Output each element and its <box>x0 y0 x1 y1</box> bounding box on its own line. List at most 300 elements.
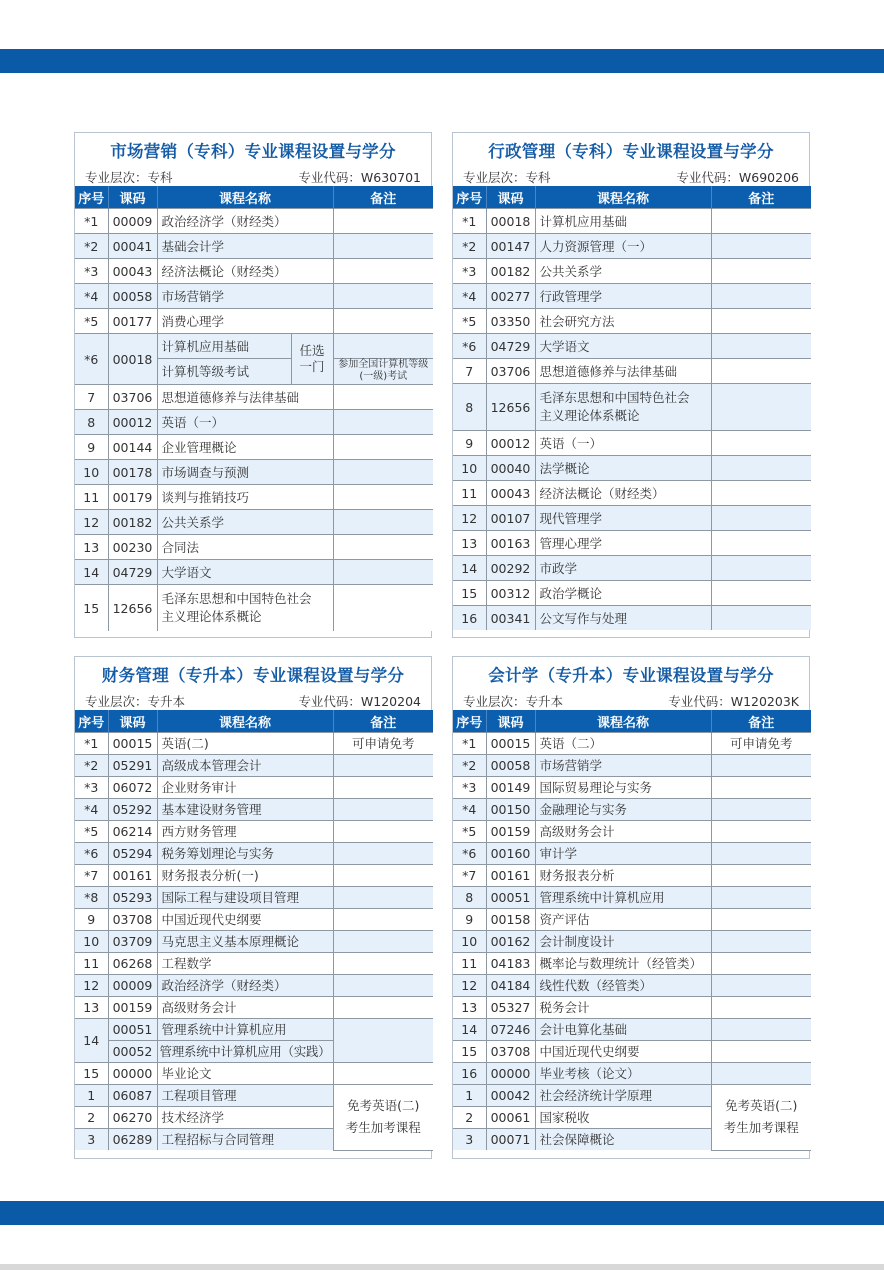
name-cell: 金融理论与实务 <box>535 799 711 821</box>
table-row <box>75 259 433 284</box>
name-cell: 大学语文 <box>157 560 333 585</box>
note-cell <box>711 359 811 384</box>
seq-cell: *7 <box>453 865 486 887</box>
name-cell: 合同法 <box>157 535 333 560</box>
header-seq: 序号 <box>453 186 486 209</box>
seq-cell: 1 <box>75 1085 108 1107</box>
seq-cell: 13 <box>75 997 108 1019</box>
name-cell: 现代管理学 <box>535 506 711 531</box>
seq-cell: 16 <box>453 606 486 631</box>
seq-cell: 14 <box>453 556 486 581</box>
code-cell: 00051 <box>486 887 535 909</box>
code-cell: 00182 <box>486 259 535 284</box>
seq-cell: 11 <box>453 481 486 506</box>
table-row <box>75 560 433 585</box>
seq-cell: *5 <box>453 821 486 843</box>
table-row <box>75 435 433 460</box>
note-cell <box>711 953 811 975</box>
name-cell: 公共关系学 <box>535 259 711 284</box>
seq-cell: *2 <box>75 234 108 259</box>
table-row <box>453 481 811 506</box>
name-cell: 中国近现代史纲要 <box>157 909 333 931</box>
name-cell: 管理系统中计算机应用 <box>157 1019 333 1041</box>
seq-cell: 3 <box>75 1129 108 1151</box>
table-row <box>453 953 811 975</box>
table-row <box>453 359 811 384</box>
table-row <box>453 909 811 931</box>
header-name: 课程名称 <box>535 710 711 733</box>
name-cell: 税务会计 <box>535 997 711 1019</box>
code-cell: 00158 <box>486 909 535 931</box>
note-cell <box>333 953 433 975</box>
name-cell: 概率论与数理统计（经管类） <box>535 953 711 975</box>
name-cell: 基本建设财务管理 <box>157 799 333 821</box>
name-cell: 公文写作与处理 <box>535 606 711 631</box>
name-cell <box>535 384 711 431</box>
note-cell <box>711 975 811 997</box>
name-cell: 消费心理学 <box>157 309 333 334</box>
code-cell: 00042 <box>486 1085 535 1107</box>
table-row <box>75 777 433 799</box>
code-cell: 00179 <box>108 485 157 510</box>
note-cell <box>711 887 811 909</box>
table-row <box>453 931 811 953</box>
seq-cell: *1 <box>453 209 486 234</box>
major-code: 专业代码：W120204 <box>298 694 421 709</box>
table-row <box>75 953 433 975</box>
panel-title: 市场营销（专科）专业课程设置与学分 <box>110 142 396 161</box>
table-row <box>453 259 811 284</box>
code-cell: 00015 <box>108 733 157 755</box>
major-level: 专业层次：专科 <box>463 170 551 185</box>
note-cell <box>711 931 811 953</box>
seq-cell: 11 <box>453 953 486 975</box>
note-cell <box>711 284 811 309</box>
seq-cell: 13 <box>75 535 108 560</box>
code-cell: 00277 <box>486 284 535 309</box>
seq-cell: 12 <box>75 975 108 997</box>
code-cell: 00012 <box>108 410 157 435</box>
page-edge <box>0 1264 884 1270</box>
name-cell: 社会经济统计学原理 <box>535 1085 711 1107</box>
table-row <box>453 456 811 481</box>
note-cell <box>711 821 811 843</box>
major-code: 专业代码：W630701 <box>298 170 421 185</box>
name-cell: 管理系统中计算机应用 <box>535 887 711 909</box>
name-cell: 国家税收 <box>535 1107 711 1129</box>
table-row <box>75 799 433 821</box>
name-cell: 人力资源管理（一） <box>535 234 711 259</box>
table-row <box>453 975 811 997</box>
code-cell: 00061 <box>486 1107 535 1129</box>
table-row <box>75 460 433 485</box>
major-code: 专业代码：W120203K <box>668 694 799 709</box>
table-row <box>453 384 811 431</box>
table-row <box>75 309 433 334</box>
seq-cell: 12 <box>453 975 486 997</box>
table-row <box>453 843 811 865</box>
note-cell <box>333 410 433 435</box>
table-row <box>75 975 433 997</box>
table-row <box>453 334 811 359</box>
header-name: 课程名称 <box>157 710 333 733</box>
seq-cell: 9 <box>453 431 486 456</box>
note-cell <box>711 581 811 606</box>
note-cell <box>333 460 433 485</box>
name-cell: 英语（一） <box>157 410 333 435</box>
code-cell: 06087 <box>108 1085 157 1107</box>
note-cell <box>711 997 811 1019</box>
code-cell: 05294 <box>108 843 157 865</box>
name-cell: 国际贸易理论与实务 <box>535 777 711 799</box>
table-row <box>453 506 811 531</box>
seq-cell: *2 <box>453 234 486 259</box>
name-cell: 大学语文 <box>535 334 711 359</box>
name-cell: 谈判与推销技巧 <box>157 485 333 510</box>
seq-cell: 14 <box>453 1019 486 1041</box>
code-cell: 00144 <box>108 435 157 460</box>
code-cell: 07246 <box>486 1019 535 1041</box>
note-cell <box>333 931 433 953</box>
code-cell: 00043 <box>108 259 157 284</box>
code-cell: 06268 <box>108 953 157 975</box>
panel-title: 行政管理（专科）专业课程设置与学分 <box>488 142 774 161</box>
table-row <box>453 777 811 799</box>
note-cell <box>711 1063 811 1085</box>
note-cell <box>333 777 433 799</box>
name-cell: 英语(二) <box>157 733 333 755</box>
major-level: 专业层次：专科 <box>85 170 173 185</box>
note-cell <box>333 821 433 843</box>
name-cell: 高级财务会计 <box>535 821 711 843</box>
table-row <box>453 581 811 606</box>
course-table <box>75 186 433 631</box>
seq-cell: *4 <box>453 799 486 821</box>
seq-cell: 12 <box>453 506 486 531</box>
course-table <box>453 186 811 630</box>
note-cell <box>333 234 433 259</box>
note-cell <box>333 909 433 931</box>
panel-meta <box>75 169 431 186</box>
name-cell: 计算机等级考试 <box>157 359 291 385</box>
name-cell: 市场调查与预测 <box>157 460 333 485</box>
seq-cell: 10 <box>453 931 486 953</box>
note-cell <box>333 975 433 997</box>
seq-cell: 7 <box>75 385 108 410</box>
note-cell <box>711 556 811 581</box>
table-row <box>453 1041 811 1063</box>
table-row <box>453 799 811 821</box>
seq-cell: 2 <box>453 1107 486 1129</box>
name-cell: 中国近现代史纲要 <box>535 1041 711 1063</box>
extra-note-line-1: 免考英语(二) <box>347 1098 420 1114</box>
panel-meta <box>75 693 431 710</box>
seq-cell: *3 <box>75 777 108 799</box>
name-cell: 高级成本管理会计 <box>157 755 333 777</box>
seq-cell: *1 <box>453 733 486 755</box>
code-cell: 00147 <box>486 234 535 259</box>
name-cell: 国际工程与建设项目管理 <box>157 887 333 909</box>
table-row <box>453 531 811 556</box>
course-table <box>453 710 811 1151</box>
extra-note-cell <box>333 1085 433 1151</box>
code-cell: 12656 <box>108 585 157 632</box>
seq-cell: *5 <box>75 309 108 334</box>
code-cell: 00071 <box>486 1129 535 1151</box>
code-cell: 00161 <box>486 865 535 887</box>
seq-cell: *3 <box>75 259 108 284</box>
table-row <box>453 556 811 581</box>
note-cell <box>711 259 811 284</box>
note-cell <box>711 506 811 531</box>
header-note: 备注 <box>333 710 433 733</box>
code-cell: 00178 <box>108 460 157 485</box>
seq-cell: 16 <box>453 1063 486 1085</box>
name-cell: 计算机应用基础 <box>535 209 711 234</box>
panel-administration <box>452 132 810 638</box>
note-cell <box>333 435 433 460</box>
table-row <box>75 887 433 909</box>
code-cell: 03706 <box>486 359 535 384</box>
note-cell: 可申请免考 <box>333 733 433 755</box>
seq-cell: 7 <box>453 359 486 384</box>
panel-meta <box>453 169 809 186</box>
note-cell <box>711 777 811 799</box>
seq-cell: 10 <box>75 460 108 485</box>
code-cell: 04184 <box>486 975 535 997</box>
name-cell: 法学概论 <box>535 456 711 481</box>
seq-cell: 1 <box>453 1085 486 1107</box>
note-cell <box>711 309 811 334</box>
panel-title: 财务管理（专升本）专业课程设置与学分 <box>101 666 405 685</box>
seq-cell: *5 <box>453 309 486 334</box>
table-row <box>453 234 811 259</box>
name-cell: 毕业论文 <box>157 1063 333 1085</box>
name-cell: 思想道德修养与法律基础 <box>535 359 711 384</box>
table-row <box>75 585 433 632</box>
seq-cell: *6 <box>453 334 486 359</box>
seq-cell: *5 <box>75 821 108 843</box>
table-row <box>75 909 433 931</box>
note-cell <box>711 234 811 259</box>
code-cell: 00149 <box>486 777 535 799</box>
note-cell: 参加全国计算机等级(一级)考试 <box>333 359 433 385</box>
table-row <box>453 284 811 309</box>
table-row <box>75 821 433 843</box>
panel-title: 会计学（专升本）专业课程设置与学分 <box>488 666 774 685</box>
code-cell: 04729 <box>486 334 535 359</box>
name-cell: 公共关系学 <box>157 510 333 535</box>
seq-cell: 9 <box>75 909 108 931</box>
header-note: 备注 <box>333 186 433 209</box>
name-cell: 马克思主义基本原理概论 <box>157 931 333 953</box>
table-row <box>75 997 433 1019</box>
table-row <box>75 755 433 777</box>
table-row <box>453 1019 811 1041</box>
table-row <box>453 431 811 456</box>
note-cell <box>333 259 433 284</box>
name-cell: 社会研究方法 <box>535 309 711 334</box>
seq-cell: 8 <box>75 410 108 435</box>
code-cell: 04729 <box>108 560 157 585</box>
table-row <box>75 485 433 510</box>
name-cell: 西方财务管理 <box>157 821 333 843</box>
note-cell <box>333 284 433 309</box>
code-cell: 00159 <box>108 997 157 1019</box>
name-cell: 市政学 <box>535 556 711 581</box>
name-cell: 资产评估 <box>535 909 711 931</box>
code-cell: 00018 <box>486 209 535 234</box>
name-line-2: 主义理论体系概论 <box>539 408 640 423</box>
note-cell <box>333 843 433 865</box>
table-row <box>75 843 433 865</box>
code-cell: 00161 <box>108 865 157 887</box>
seq-cell: 14 <box>75 560 108 585</box>
name-line-2: 主义理论体系概论 <box>161 609 262 624</box>
name-cell: 会计制度设计 <box>535 931 711 953</box>
name-cell: 税务筹划理论与实务 <box>157 843 333 865</box>
code-cell: 00177 <box>108 309 157 334</box>
name-cell: 高级财务会计 <box>157 997 333 1019</box>
seq-cell: *6 <box>453 843 486 865</box>
code-cell: 00040 <box>486 456 535 481</box>
note-cell <box>333 385 433 410</box>
name-cell: 财务报表分析(一) <box>157 865 333 887</box>
name-cell: 英语（一） <box>535 431 711 456</box>
note-cell <box>333 560 433 585</box>
code-cell: 03709 <box>108 931 157 953</box>
seq-cell: *4 <box>75 284 108 309</box>
code-cell: 06072 <box>108 777 157 799</box>
name-cell: 管理心理学 <box>535 531 711 556</box>
extra-course-row <box>453 1085 811 1107</box>
note-cell <box>333 209 433 234</box>
code-cell: 00012 <box>486 431 535 456</box>
note-cell <box>333 510 433 535</box>
table-row <box>453 887 811 909</box>
table-row <box>453 821 811 843</box>
seq-cell: 12 <box>75 510 108 535</box>
header-code: 课码 <box>486 186 535 209</box>
note-cell <box>711 531 811 556</box>
extra-note-line-2: 考生加考课程 <box>345 1120 421 1136</box>
code-cell: 00162 <box>486 931 535 953</box>
seq-cell: 13 <box>453 997 486 1019</box>
note-cell <box>711 843 811 865</box>
seq-cell: 9 <box>453 909 486 931</box>
name-cell: 审计学 <box>535 843 711 865</box>
code-cell: 00312 <box>486 581 535 606</box>
code-cell: 00160 <box>486 843 535 865</box>
seq-cell: 11 <box>75 953 108 975</box>
code-cell: 00058 <box>486 755 535 777</box>
note-cell <box>711 481 811 506</box>
table-row <box>75 410 433 435</box>
name-cell: 经济法概论（财经类） <box>157 259 333 284</box>
header-seq: 序号 <box>453 710 486 733</box>
table-row <box>453 865 811 887</box>
name-cell: 工程项目管理 <box>157 1085 333 1107</box>
seq-cell: 3 <box>453 1129 486 1151</box>
code-cell: 03708 <box>486 1041 535 1063</box>
note-cell <box>711 865 811 887</box>
seq-cell: *2 <box>453 755 486 777</box>
note-cell <box>711 334 811 359</box>
seq-cell: *4 <box>75 799 108 821</box>
code-cell: 00341 <box>486 606 535 631</box>
code-cell: 03350 <box>486 309 535 334</box>
note-cell <box>711 1019 811 1041</box>
panel-financial-management <box>74 656 432 1159</box>
table-row <box>453 755 811 777</box>
seq-cell: 2 <box>75 1107 108 1129</box>
seq-cell: 8 <box>453 887 486 909</box>
note-cell <box>333 865 433 887</box>
seq-cell: 15 <box>75 585 108 632</box>
table-row <box>75 234 433 259</box>
name-cell: 会计电算化基础 <box>535 1019 711 1041</box>
note-cell <box>711 1041 811 1063</box>
note-cell <box>333 309 433 334</box>
note-cell <box>333 1063 433 1085</box>
major-level: 专业层次：专升本 <box>85 694 186 709</box>
note-cell <box>333 585 433 632</box>
seq-cell: *3 <box>453 259 486 284</box>
header-note: 备注 <box>711 710 811 733</box>
table-row <box>75 284 433 309</box>
name-cell: 工程数学 <box>157 953 333 975</box>
table-row <box>453 309 811 334</box>
seq-cell: 9 <box>75 435 108 460</box>
code-cell: 05327 <box>486 997 535 1019</box>
name-cell: 经济法概论（财经类） <box>535 481 711 506</box>
table-row <box>75 931 433 953</box>
code-cell: 00009 <box>108 975 157 997</box>
name-cell: 计算机应用基础 <box>157 334 291 359</box>
name-cell: 企业财务审计 <box>157 777 333 799</box>
code-cell: 00018 <box>108 334 157 385</box>
note-cell <box>333 887 433 909</box>
seq-cell: *6 <box>75 334 108 385</box>
table-row <box>453 1063 811 1085</box>
table-row <box>75 385 433 410</box>
code-cell: 00043 <box>486 481 535 506</box>
note-cell <box>711 431 811 456</box>
extra-course-row <box>75 1085 433 1107</box>
seq-cell: 8 <box>453 384 486 431</box>
note-cell <box>711 209 811 234</box>
code-cell: 00150 <box>486 799 535 821</box>
name-line-1: 毛泽东思想和中国特色社会 <box>161 591 312 606</box>
table-row <box>453 997 811 1019</box>
name-cell: 管理系统中计算机应用（实践） <box>157 1041 333 1063</box>
header-seq: 序号 <box>75 710 108 733</box>
course-table <box>75 710 433 1151</box>
seq-cell: 14 <box>75 1019 108 1063</box>
code-cell: 06214 <box>108 821 157 843</box>
header-code: 课码 <box>108 186 157 209</box>
code-cell: 00051 <box>108 1019 157 1041</box>
code-cell: 04183 <box>486 953 535 975</box>
choice-cell: 任选一门 <box>291 334 333 385</box>
name-cell: 政治学概论 <box>535 581 711 606</box>
seq-cell: 10 <box>453 456 486 481</box>
seq-cell: 15 <box>453 581 486 606</box>
name-cell: 社会保障概论 <box>535 1129 711 1151</box>
name-cell: 企业管理概论 <box>157 435 333 460</box>
code-cell: 03706 <box>108 385 157 410</box>
code-cell: 06289 <box>108 1129 157 1151</box>
